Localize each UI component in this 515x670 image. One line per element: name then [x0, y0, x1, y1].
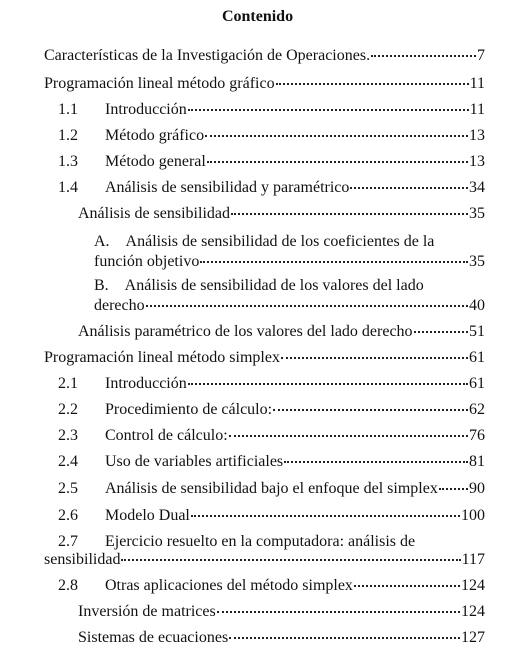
toc-entry — [58, 178, 485, 198]
toc-entry-number: 2.7 — [58, 533, 78, 550]
toc-entry-label: Control de cálculo: — [105, 427, 228, 444]
leader-dots — [188, 109, 469, 111]
toc-entry-page: 34 — [469, 179, 485, 196]
leader-dots — [121, 559, 460, 561]
toc-entry-page: 61 — [469, 349, 485, 366]
toc-entry-label: Procedimiento de cálculo: — [105, 401, 273, 418]
leader-dots — [231, 213, 468, 215]
toc-entry — [78, 322, 485, 342]
leader-dots — [205, 135, 468, 137]
toc-entry — [58, 152, 485, 172]
toc-entry-label: Programación lineal método gráfico — [44, 75, 275, 92]
toc-entry — [58, 479, 485, 499]
toc-entry-number: 2.4 — [58, 453, 78, 470]
toc-entry-first-line: B. Análisis de sensibilidad de los valores del lado — [94, 277, 424, 294]
toc-entry-page: 90 — [469, 480, 485, 497]
toc-entry-label: Ejercicio resuelto en la computadora: análisis de — [105, 533, 416, 550]
toc-entry — [58, 506, 485, 526]
toc-entry-page: 51 — [469, 323, 485, 340]
toc-entry-label: Uso de variables artificiales — [105, 453, 284, 470]
toc-entry-page: 7 — [477, 47, 485, 64]
page-title: Contenido — [221, 8, 294, 25]
toc-entry — [94, 252, 485, 272]
toc-entry-page: 124 — [461, 577, 485, 594]
leader-dots — [284, 461, 468, 463]
toc-entry — [94, 296, 485, 316]
toc-entry-label: Otras aplicaciones del método simplex — [105, 577, 353, 594]
leader-dots — [273, 409, 468, 411]
toc-entry-label: Análisis paramétrico de los valores del lado derecho — [78, 323, 413, 340]
toc-entry-label: Análisis de sensibilidad — [78, 205, 230, 222]
toc-entry-number: 2.3 — [58, 427, 78, 444]
toc-entry-number: 1.1 — [58, 101, 78, 118]
toc-entry-page: 13 — [469, 153, 485, 170]
toc-entry-number: 1.2 — [58, 127, 78, 144]
toc-entry-first-line — [58, 532, 415, 552]
toc-entry — [58, 400, 485, 420]
toc-entry — [58, 374, 485, 394]
toc-entry-label: Características de la Investigación de Operaciones. — [44, 47, 371, 64]
toc-entry-label: Método general — [105, 153, 206, 170]
toc-entry — [58, 576, 485, 596]
toc-entry-number: 1.4 — [58, 179, 78, 196]
leader-dots — [354, 585, 460, 587]
toc-entry-page: 100 — [461, 507, 485, 524]
toc-entry-page: 124 — [461, 603, 485, 620]
toc-entry-label: Programación lineal método simplex — [44, 349, 280, 366]
toc-entry — [44, 46, 485, 66]
toc-entry — [44, 550, 485, 570]
toc-entry-page: 127 — [461, 629, 485, 646]
toc-entry-first-line: A. Análisis de sensibilidad de los coeficientes de la — [94, 233, 435, 250]
leader-dots — [207, 161, 468, 163]
toc-entry — [78, 204, 485, 224]
leader-dots — [188, 383, 468, 385]
leader-dots — [217, 611, 460, 613]
toc-entry — [58, 126, 485, 146]
toc-entry-page: 61 — [469, 375, 485, 392]
leader-dots — [229, 637, 460, 639]
leader-dots — [371, 55, 476, 57]
toc-entry — [58, 452, 485, 472]
toc-entry-label: Análisis de sensibilidad y paramétrico — [105, 179, 350, 196]
toc-entry-label: función objetivo — [94, 253, 200, 270]
toc-entry-page: 35 — [469, 253, 485, 270]
toc-entry — [44, 74, 485, 94]
toc-entry-number: 2.1 — [58, 375, 78, 392]
toc-entry-label: Sistemas de ecuaciones — [78, 629, 229, 646]
leader-dots — [281, 357, 468, 359]
leader-dots — [350, 187, 468, 189]
toc-entry-number: 1.3 — [58, 153, 78, 170]
toc-entry-number: 2.8 — [58, 577, 78, 594]
leader-dots — [146, 305, 468, 307]
toc-entry-page: 76 — [469, 427, 485, 444]
toc-entry-label: derecho — [94, 297, 145, 314]
toc-entry-label: sensibilidad — [44, 551, 121, 568]
toc-entry-label: Introducción — [105, 101, 187, 118]
toc-entry-page: 35 — [469, 205, 485, 222]
leader-dots — [439, 488, 468, 490]
toc-entry — [58, 100, 485, 120]
toc-entry-number: 2.6 — [58, 507, 78, 524]
toc-entry-page: 62 — [469, 401, 485, 418]
toc-entry-number: 2.2 — [58, 401, 78, 418]
leader-dots — [200, 261, 468, 263]
leader-dots — [229, 435, 468, 437]
toc-entry-page: 13 — [469, 127, 485, 144]
toc-entry-label: Introducción — [105, 375, 187, 392]
toc-entry-label: Inversión de matrices — [78, 603, 216, 620]
toc-entry-page: 81 — [469, 453, 485, 470]
leader-dots — [276, 83, 469, 85]
toc-entry-page: 40 — [469, 297, 485, 314]
leader-dots — [414, 331, 468, 333]
toc-entry-number: 2.5 — [58, 480, 78, 497]
toc-entry-label: Modelo Dual — [105, 507, 190, 524]
toc-entry-page: 11 — [469, 75, 485, 92]
toc-entry — [58, 426, 485, 446]
toc-entry — [78, 628, 485, 648]
toc-entry-label: Análisis de sensibilidad bajo el enfoque del simplex — [105, 480, 438, 497]
toc-entry-page: 11 — [469, 101, 485, 118]
toc-entry — [78, 602, 485, 622]
toc-entry — [44, 348, 485, 368]
toc-entry-page: 117 — [461, 551, 485, 568]
toc-entry-label: Método gráfico — [105, 127, 205, 144]
leader-dots — [191, 515, 460, 517]
